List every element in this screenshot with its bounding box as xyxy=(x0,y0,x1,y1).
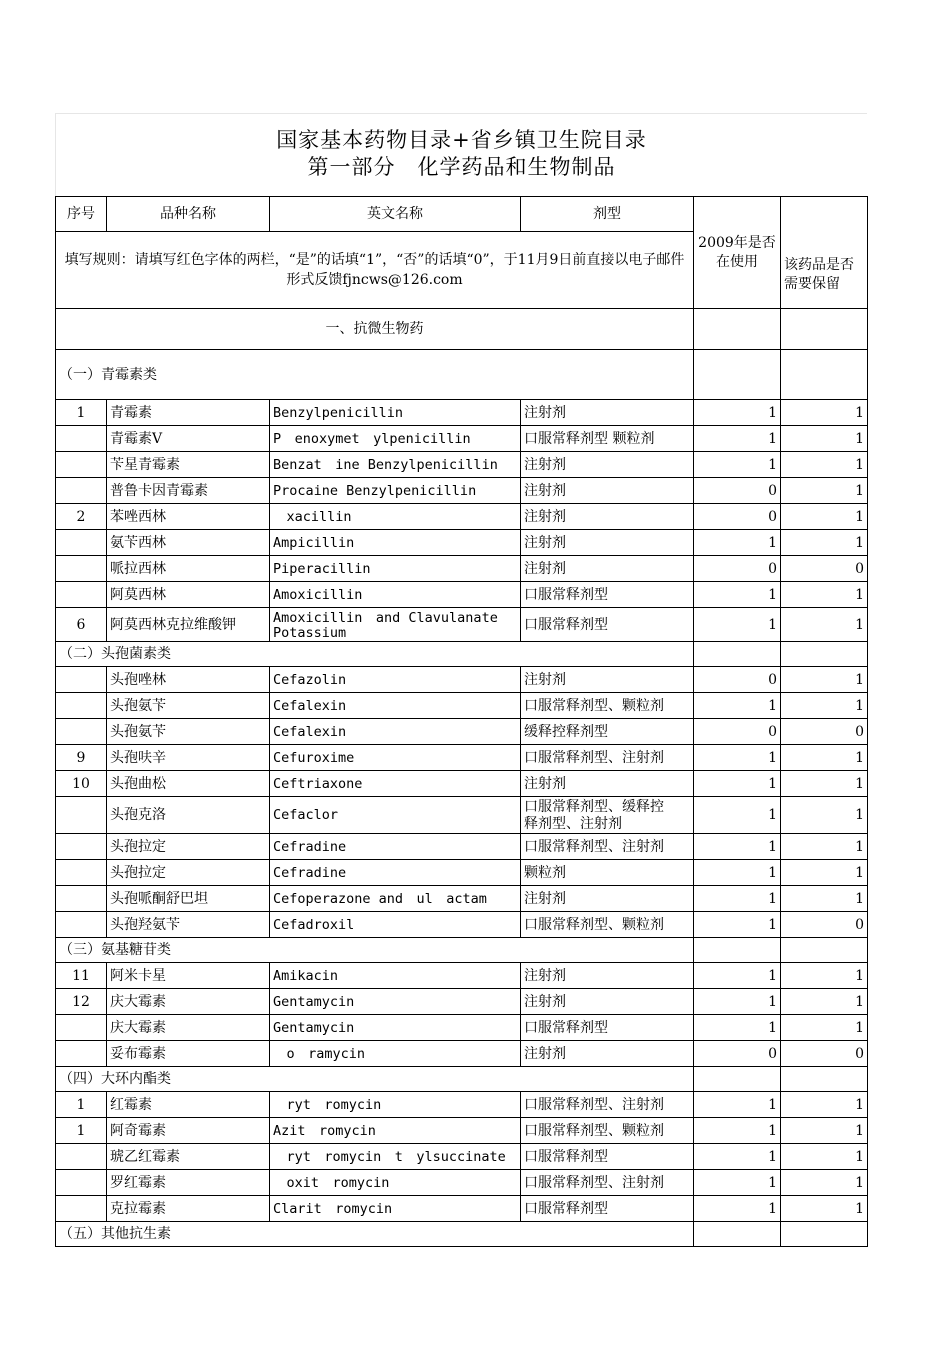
row-used-2009: 1 xyxy=(694,1170,781,1196)
row-name: 阿莫西林 xyxy=(107,582,270,608)
table-row xyxy=(56,719,868,745)
row-no xyxy=(56,860,107,886)
header-name: 品种名称 xyxy=(107,197,270,232)
row-keep: 1 xyxy=(781,1118,868,1144)
row-form-text: 口服常释剂型 xyxy=(524,1019,608,1036)
group-label: （三）氨基糖苷类 xyxy=(56,938,694,963)
row-english xyxy=(270,745,521,771)
group-used-empty xyxy=(694,938,781,963)
row-form-text: 注射剂 xyxy=(524,671,566,688)
table-row xyxy=(56,797,868,834)
row-used-2009: 1 xyxy=(694,1118,781,1144)
row-used-2009: 1 xyxy=(694,426,781,452)
header-in-use-2009: 2009年是否在使用 xyxy=(694,197,781,309)
row-form-text: 注射剂 xyxy=(524,775,566,792)
row-english-text: Amoxicillin xyxy=(273,586,363,603)
row-keep: 1 xyxy=(781,400,868,426)
row-used-2009: 0 xyxy=(694,504,781,530)
row-used-2009: 0 xyxy=(694,1041,781,1067)
row-english-text: Amoxicillin and Clavulanate xyxy=(273,610,498,626)
row-form-text: 注射剂 xyxy=(524,508,566,525)
row-used-2009: 1 xyxy=(694,989,781,1015)
row-keep: 0 xyxy=(781,556,868,582)
row-keep: 1 xyxy=(781,426,868,452)
row-keep: 1 xyxy=(781,1196,868,1222)
row-form xyxy=(521,834,694,860)
row-keep: 0 xyxy=(781,719,868,745)
row-form-text: 口服常释剂型、颗粒剂 xyxy=(524,697,664,714)
group-label: （五）其他抗生素 xyxy=(56,1222,694,1247)
group-row xyxy=(56,350,868,400)
row-english xyxy=(270,1118,521,1144)
row-english xyxy=(270,693,521,719)
row-form xyxy=(521,1118,694,1144)
table-row xyxy=(56,860,868,886)
row-keep: 1 xyxy=(781,1092,868,1118)
group-row xyxy=(56,1067,868,1092)
table-row xyxy=(56,452,868,478)
row-english xyxy=(270,1015,521,1041)
row-name: 青霉素 xyxy=(107,400,270,426)
row-english-text: ryt romycin xyxy=(273,1096,382,1113)
row-english xyxy=(270,989,521,1015)
row-form-cont: 释剂型、注射剂 xyxy=(524,816,622,832)
group-row xyxy=(56,1222,868,1247)
row-no xyxy=(56,426,107,452)
row-english-text: Ampicillin xyxy=(273,534,355,551)
row-name: 哌拉西林 xyxy=(107,556,270,582)
row-name: 头孢拉定 xyxy=(107,834,270,860)
table-row xyxy=(56,582,868,608)
table-row xyxy=(56,400,868,426)
row-keep: 1 xyxy=(781,860,868,886)
row-keep: 1 xyxy=(781,989,868,1015)
row-used-2009: 1 xyxy=(694,912,781,938)
row-name: 妥布霉素 xyxy=(107,1041,270,1067)
row-english xyxy=(270,556,521,582)
row-form xyxy=(521,478,694,504)
row-no xyxy=(56,912,107,938)
row-english-text: Benzylpenicillin xyxy=(273,404,404,421)
row-english-text: Cefazolin xyxy=(273,671,347,688)
group-used-empty xyxy=(694,350,781,400)
row-no xyxy=(56,582,107,608)
table-row xyxy=(56,504,868,530)
row-form xyxy=(521,1015,694,1041)
row-no xyxy=(56,478,107,504)
row-english xyxy=(270,1041,521,1067)
row-english xyxy=(270,426,521,452)
group-used-empty xyxy=(694,642,781,667)
row-form-text: 口服常释剂型、颗粒剂 xyxy=(524,1122,664,1139)
row-english xyxy=(270,886,521,912)
group-row xyxy=(56,938,868,963)
row-used-2009: 1 xyxy=(694,608,781,642)
row-english-text: Clarit romycin xyxy=(273,1200,393,1217)
row-name: 青霉素V xyxy=(107,426,270,452)
row-english xyxy=(270,1144,521,1170)
row-used-2009: 1 xyxy=(694,834,781,860)
row-no: 6 xyxy=(56,608,107,642)
row-no xyxy=(56,452,107,478)
row-form xyxy=(521,608,694,642)
row-form xyxy=(521,693,694,719)
row-no xyxy=(56,886,107,912)
row-keep: 1 xyxy=(781,693,868,719)
group-keep-empty xyxy=(781,938,868,963)
row-form-text: 口服常释剂型 xyxy=(524,1148,608,1165)
row-english xyxy=(270,608,521,642)
row-no: 10 xyxy=(56,771,107,797)
row-form xyxy=(521,745,694,771)
row-name: 头孢唑林 xyxy=(107,667,270,693)
row-form xyxy=(521,912,694,938)
table-row xyxy=(56,834,868,860)
row-keep: 1 xyxy=(781,1144,868,1170)
row-form xyxy=(521,989,694,1015)
table-row xyxy=(56,530,868,556)
row-no xyxy=(56,667,107,693)
row-name: 克拉霉素 xyxy=(107,1196,270,1222)
row-form xyxy=(521,797,694,834)
group-label: （四）大环内酯类 xyxy=(56,1067,694,1092)
group-keep-empty xyxy=(781,642,868,667)
document-title: 国家基本药物目录+省乡镇卫生院目录 xyxy=(276,128,647,152)
row-english-text: Cefoperazone and ul actam xyxy=(273,890,487,907)
row-name: 罗红霉素 xyxy=(107,1170,270,1196)
row-no xyxy=(56,834,107,860)
row-form-text: 颗粒剂 xyxy=(524,864,566,881)
row-form xyxy=(521,426,694,452)
row-english xyxy=(270,1092,521,1118)
row-form xyxy=(521,667,694,693)
row-used-2009: 1 xyxy=(694,1092,781,1118)
category-main-row xyxy=(56,309,868,350)
row-no: 1 xyxy=(56,400,107,426)
table-row xyxy=(56,1170,868,1196)
row-english-text: Cefuroxime xyxy=(273,749,355,766)
table-row xyxy=(56,1041,868,1067)
row-no xyxy=(56,1196,107,1222)
row-form-text: 口服常释剂型、注射剂 xyxy=(524,749,664,766)
row-english-text: Azit romycin xyxy=(273,1122,376,1139)
row-used-2009: 1 xyxy=(694,1196,781,1222)
row-english xyxy=(270,719,521,745)
row-form-text: 注射剂 xyxy=(524,534,566,551)
row-no: 2 xyxy=(56,504,107,530)
row-name: 头孢羟氨苄 xyxy=(107,912,270,938)
row-english-text: xacillin xyxy=(273,508,352,525)
row-english xyxy=(270,797,521,834)
row-used-2009: 1 xyxy=(694,1144,781,1170)
row-name: 阿奇霉素 xyxy=(107,1118,270,1144)
group-label: （一）青霉素类 xyxy=(56,350,694,400)
group-row xyxy=(56,642,868,667)
row-form-text: 口服常释剂型、注射剂 xyxy=(524,1174,664,1191)
row-english-text: Piperacillin xyxy=(273,560,371,577)
row-no xyxy=(56,797,107,834)
row-form-text: 口服常释剂型、注射剂 xyxy=(524,1096,664,1113)
row-english-text: Gentamycin xyxy=(273,993,355,1010)
row-english xyxy=(270,452,521,478)
row-form xyxy=(521,530,694,556)
row-form xyxy=(521,860,694,886)
row-keep: 1 xyxy=(781,582,868,608)
instruction-text: 填写规则：请填写红色字体的两栏，“是”的话填“1”，“否”的话填“0”，于11月9日前直接以电子邮件形式反馈fjncws@126.com xyxy=(56,232,694,309)
title-block xyxy=(55,113,867,196)
row-form-text: 注射剂 xyxy=(524,404,566,421)
row-used-2009: 1 xyxy=(694,530,781,556)
row-form xyxy=(521,400,694,426)
row-form-text: 口服常释剂型 颗粒剂 xyxy=(524,430,655,447)
group-keep-empty xyxy=(781,1222,868,1247)
row-form-text: 口服常释剂型、缓释控 xyxy=(524,799,664,815)
row-form xyxy=(521,452,694,478)
table-row xyxy=(56,1092,868,1118)
row-used-2009: 1 xyxy=(694,771,781,797)
row-form xyxy=(521,582,694,608)
table-row xyxy=(56,478,868,504)
group-keep-empty xyxy=(781,1067,868,1092)
row-form xyxy=(521,1041,694,1067)
row-no xyxy=(56,1015,107,1041)
row-form xyxy=(521,556,694,582)
row-english xyxy=(270,771,521,797)
row-no xyxy=(56,556,107,582)
row-english xyxy=(270,667,521,693)
row-name: 红霉素 xyxy=(107,1092,270,1118)
table-row xyxy=(56,912,868,938)
row-form-text: 口服常释剂型、颗粒剂 xyxy=(524,916,664,933)
row-form-text: 口服常释剂型 xyxy=(524,1200,608,1217)
table-row xyxy=(56,771,868,797)
row-used-2009: 1 xyxy=(694,400,781,426)
row-no xyxy=(56,693,107,719)
header-row xyxy=(56,197,868,232)
row-form-text: 口服常释剂型、注射剂 xyxy=(524,838,664,855)
row-name: 琥乙红霉素 xyxy=(107,1144,270,1170)
table-row xyxy=(56,667,868,693)
row-english-text: Cefaclor xyxy=(273,807,339,823)
row-english xyxy=(270,582,521,608)
row-form-text: 注射剂 xyxy=(524,993,566,1010)
group-used-empty xyxy=(694,1222,781,1247)
row-form-text: 注射剂 xyxy=(524,1045,566,1062)
row-used-2009: 0 xyxy=(694,719,781,745)
row-name: 头孢拉定 xyxy=(107,860,270,886)
drug-table xyxy=(55,196,868,1247)
row-keep: 1 xyxy=(781,608,868,642)
row-english xyxy=(270,504,521,530)
row-used-2009: 1 xyxy=(694,797,781,834)
row-english-text: Gentamycin xyxy=(273,1019,355,1036)
table-row xyxy=(56,426,868,452)
header-keep: 该药品是否需要保留 xyxy=(781,197,868,309)
row-form xyxy=(521,771,694,797)
table-row xyxy=(56,1015,868,1041)
row-no: 12 xyxy=(56,989,107,1015)
row-english-text: oxit romycin xyxy=(273,1174,390,1191)
group-label: （二）头孢菌素类 xyxy=(56,642,694,667)
row-no: 1 xyxy=(56,1092,107,1118)
row-used-2009: 1 xyxy=(694,1015,781,1041)
row-used-2009: 1 xyxy=(694,693,781,719)
row-english-text: Procaine Benzylpenicillin xyxy=(273,482,477,499)
row-used-2009: 1 xyxy=(694,582,781,608)
table-row xyxy=(56,989,868,1015)
row-keep: 1 xyxy=(781,504,868,530)
table-row xyxy=(56,886,868,912)
row-name: 氨苄西林 xyxy=(107,530,270,556)
row-form xyxy=(521,1144,694,1170)
table-row xyxy=(56,1196,868,1222)
row-form xyxy=(521,719,694,745)
document-subtitle: 第一部分 化学药品和生物制品 xyxy=(307,155,616,179)
row-keep: 1 xyxy=(781,452,868,478)
row-used-2009: 1 xyxy=(694,886,781,912)
row-form-text: 缓释控释剂型 xyxy=(524,723,608,740)
row-form-text: 口服常释剂型 xyxy=(524,586,608,603)
row-name: 苯唑西林 xyxy=(107,504,270,530)
row-english xyxy=(270,530,521,556)
row-form-text: 注射剂 xyxy=(524,890,566,907)
row-english xyxy=(270,963,521,989)
row-keep: 1 xyxy=(781,530,868,556)
row-english-text: Cefalexin xyxy=(273,723,347,740)
row-used-2009: 1 xyxy=(694,745,781,771)
row-english-cont: Potassium xyxy=(273,625,347,641)
table-row xyxy=(56,608,868,642)
row-form xyxy=(521,1170,694,1196)
row-used-2009: 1 xyxy=(694,860,781,886)
row-name: 头孢克洛 xyxy=(107,797,270,834)
row-form xyxy=(521,963,694,989)
row-name: 苄星青霉素 xyxy=(107,452,270,478)
group-keep-empty xyxy=(781,350,868,400)
row-name: 庆大霉素 xyxy=(107,1015,270,1041)
row-english-text: Ceftriaxone xyxy=(273,775,363,792)
table-row xyxy=(56,1144,868,1170)
table-row xyxy=(56,745,868,771)
row-no: 1 xyxy=(56,1118,107,1144)
row-keep: 1 xyxy=(781,771,868,797)
row-english-text: P enoxymet ylpenicillin xyxy=(273,430,471,447)
group-used-empty xyxy=(694,1067,781,1092)
row-name: 头孢呋辛 xyxy=(107,745,270,771)
row-no xyxy=(56,719,107,745)
row-english xyxy=(270,1170,521,1196)
row-form-text: 注射剂 xyxy=(524,967,566,984)
row-english-text: Cefradine xyxy=(273,864,347,881)
row-form-text: 注射剂 xyxy=(524,560,566,577)
row-english-text: Cefalexin xyxy=(273,697,347,714)
row-english-text: Cefradine xyxy=(273,838,347,855)
row-keep: 1 xyxy=(781,886,868,912)
row-english-text: o ramycin xyxy=(273,1045,366,1062)
row-form-text: 注射剂 xyxy=(524,482,566,499)
row-keep: 1 xyxy=(781,745,868,771)
row-no: 9 xyxy=(56,745,107,771)
row-form xyxy=(521,1092,694,1118)
row-name: 头孢曲松 xyxy=(107,771,270,797)
row-keep: 0 xyxy=(781,1041,868,1067)
header-no: 序号 xyxy=(56,197,107,232)
table-row xyxy=(56,556,868,582)
row-keep: 1 xyxy=(781,478,868,504)
row-keep: 1 xyxy=(781,834,868,860)
row-english xyxy=(270,912,521,938)
row-name: 阿莫西林克拉维酸钾 xyxy=(107,608,270,642)
header-english: 英文名称 xyxy=(270,197,521,232)
row-form-text: 口服常释剂型 xyxy=(524,616,608,633)
header-form: 剂型 xyxy=(521,197,694,232)
row-no xyxy=(56,1170,107,1196)
row-keep: 1 xyxy=(781,1015,868,1041)
category-main: 一、抗微生物药 xyxy=(56,309,694,350)
row-keep: 0 xyxy=(781,912,868,938)
row-name: 头孢氨苄 xyxy=(107,693,270,719)
row-english-text: ryt romycin t ylsuccinate xyxy=(273,1148,506,1165)
row-keep: 1 xyxy=(781,1170,868,1196)
row-no xyxy=(56,1144,107,1170)
row-keep: 1 xyxy=(781,667,868,693)
row-used-2009: 1 xyxy=(694,452,781,478)
row-used-2009: 0 xyxy=(694,556,781,582)
row-english-text: Cefadroxil xyxy=(273,916,355,933)
row-no: 11 xyxy=(56,963,107,989)
row-name: 普鲁卡因青霉素 xyxy=(107,478,270,504)
row-no xyxy=(56,1041,107,1067)
row-used-2009: 1 xyxy=(694,963,781,989)
row-form xyxy=(521,504,694,530)
row-english-text: Amikacin xyxy=(273,967,339,984)
document-page xyxy=(55,113,867,1247)
row-form xyxy=(521,1196,694,1222)
row-english xyxy=(270,834,521,860)
table-row xyxy=(56,963,868,989)
row-name: 阿米卡星 xyxy=(107,963,270,989)
row-form xyxy=(521,886,694,912)
row-english xyxy=(270,1196,521,1222)
row-english xyxy=(270,478,521,504)
row-name: 头孢氨苄 xyxy=(107,719,270,745)
row-english-text: Benzat ine Benzylpenicillin xyxy=(273,456,498,473)
row-english xyxy=(270,860,521,886)
table-row xyxy=(56,693,868,719)
row-name: 头孢哌酮舒巴坦 xyxy=(107,886,270,912)
row-keep: 1 xyxy=(781,797,868,834)
table-row xyxy=(56,1118,868,1144)
row-keep: 1 xyxy=(781,963,868,989)
row-no xyxy=(56,530,107,556)
row-form-text: 注射剂 xyxy=(524,456,566,473)
row-name: 庆大霉素 xyxy=(107,989,270,1015)
row-used-2009: 0 xyxy=(694,478,781,504)
row-used-2009: 0 xyxy=(694,667,781,693)
row-english xyxy=(270,400,521,426)
